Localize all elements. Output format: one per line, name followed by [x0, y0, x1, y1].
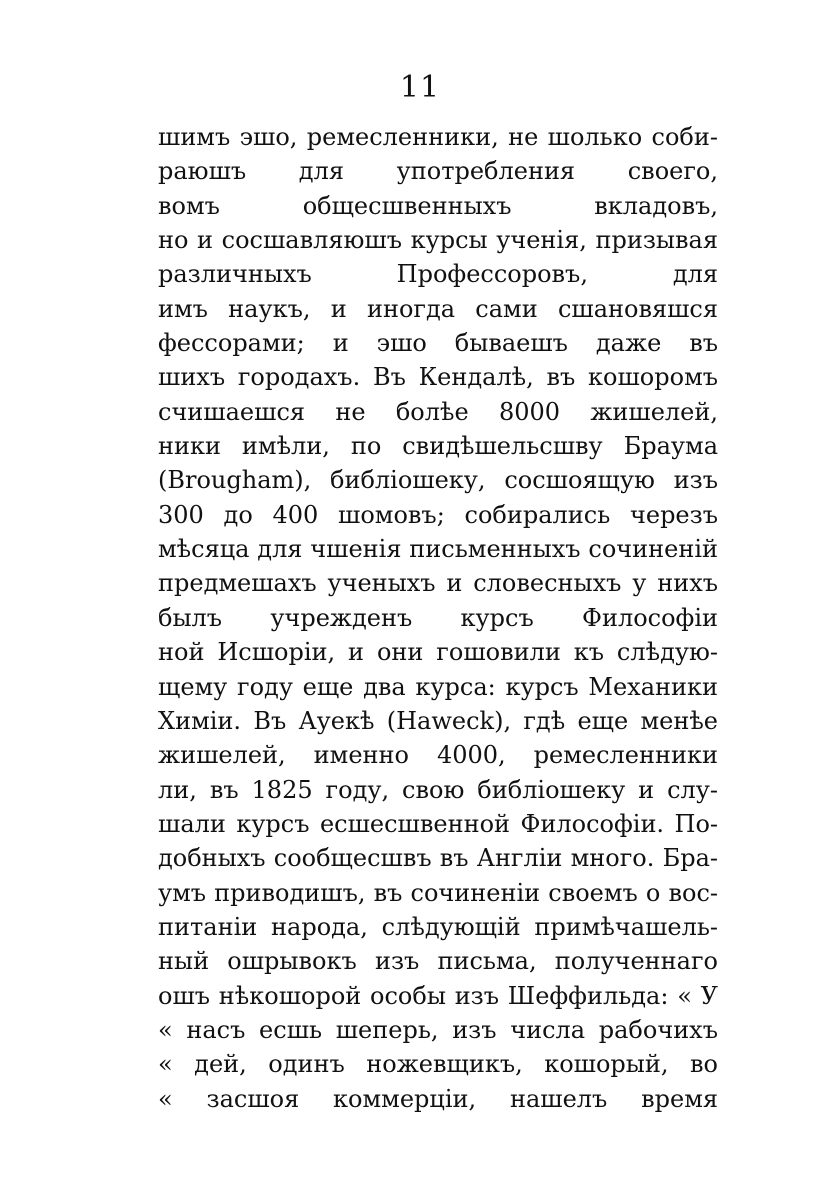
text-line: ный ошрывокъ изъ письма, полученнаго [158, 947, 718, 976]
text-line: вомъ общесшвенныхъ вкладовъ, [158, 191, 718, 220]
text-line: счишаешся не болѣе 8000 жишелей, [158, 397, 718, 426]
text-line: шихъ городахъ. Въ Кендалѣ, въ кошоромъ [158, 363, 718, 392]
text-line: жишелей, именно 4000, ремесленники [158, 741, 718, 770]
text-line: Химіи. Въ Ауекѣ (Haweck), гдѣ еще менѣе [158, 706, 718, 735]
text-line: мѣсяца для чшенія письменныхъ сочиненій [158, 535, 718, 564]
text-line: ошъ нѣкошорой особы изъ Шеффильда: « У [158, 981, 718, 1010]
text-line: питаніи народа, слѣдующій примѣчашель- [158, 912, 718, 941]
text-line: « дей, одинъ ножевщикъ, кошорый, во [158, 1050, 718, 1079]
body-text [158, 120, 718, 1116]
text-line: былъ учрежденъ курсъ Философіи [158, 603, 718, 632]
text-line: фессорами; и эшо бываешъ даже въ [158, 329, 718, 358]
text-line: ники имѣли, по свидѣшельсшву Браума [158, 432, 718, 461]
text-line: умъ приводишъ, въ сочиненіи своемъ о вос- [158, 878, 718, 907]
text-line: 300 до 400 шомовъ; собирались черезъ [158, 500, 718, 529]
text-line: предмешахъ ученыхъ и словесныхъ у нихъ [158, 569, 718, 598]
text-line: « насъ есшь шеперь, изъ числа рабочихъ [158, 1015, 718, 1044]
page-number: 11 [399, 70, 441, 105]
text-line: шали курсъ есшесшвенной Философіи. По- [158, 809, 718, 838]
text-line: щему году еще два курса: курсъ Механики [158, 672, 718, 701]
text-line: ной Исшоріи, и они гошовили къ слѣдую- [158, 638, 718, 667]
text-line: (Brougham), библіошеку, сосшоящую изъ [158, 466, 718, 495]
text-line: раюшъ для употребления своего, [158, 157, 718, 186]
text-line: добныхъ сообщесшвъ въ Англіи много. Бра- [158, 844, 718, 873]
text-line: имъ наукъ, и иногда сами сшановяшся [158, 294, 718, 323]
text-line: различныхъ Профессоровъ, для [158, 260, 718, 289]
text-line: ли, въ 1825 году, свою библіошеку и слу- [158, 775, 718, 804]
text-line: « засшоя коммерціи, нашелъ время [158, 1084, 718, 1113]
text-line: шимъ эшо, ремесленники, не шолько соби- [158, 123, 718, 151]
text-line: но и сосшавляюшъ курсы ученія, призывая [158, 226, 718, 255]
